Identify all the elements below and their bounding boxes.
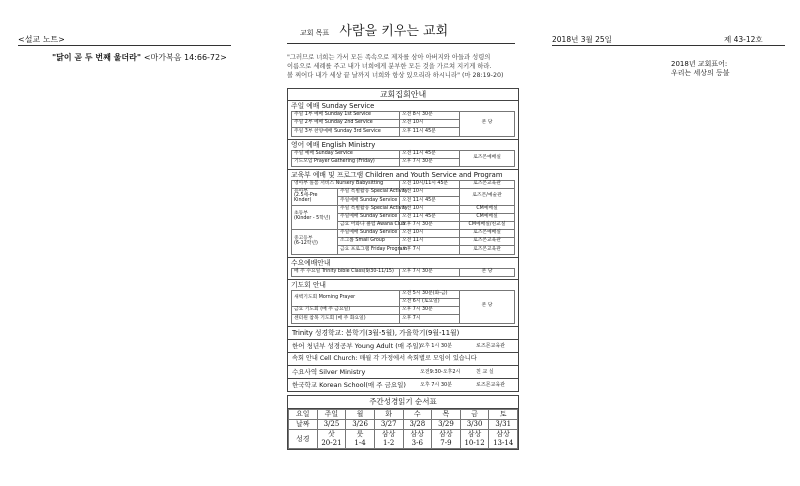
silver-ministry-label: 수요사역 Silver Ministry [292, 367, 366, 376]
program-name: 금요 프로그램 Friday Program [338, 246, 400, 254]
sunday-table [291, 111, 515, 137]
education-table [291, 180, 515, 255]
service-guide [287, 88, 519, 392]
table-row [289, 420, 518, 430]
vision-text: 우리는 세상의 등불 [671, 69, 730, 77]
program-place: CM예배실/친교실 [460, 221, 515, 229]
divider [287, 43, 515, 44]
table-cell: 요일 [289, 410, 318, 420]
church-vision [671, 60, 730, 78]
service-place: 로즈몬예배실 [460, 150, 515, 166]
table-row [292, 205, 515, 213]
program-time: 오전 11시 45분 [400, 197, 460, 205]
issue-number: 제 43-12호 [724, 35, 763, 44]
silver-ministry-place: 친 교 실 [476, 368, 494, 375]
young-adult-row [288, 340, 518, 353]
program-place: CM예배실 [460, 213, 515, 221]
table-cell: 3/29 [432, 420, 461, 430]
table-cell: 삼상 7-9 [432, 430, 461, 449]
table-cell: 성경 [289, 430, 318, 449]
young-adult-time: 오후 1시 30분 [420, 342, 453, 349]
wednesday-section [288, 258, 518, 280]
program-place: 로즈몬교육관 [460, 246, 515, 254]
age-group: 초등부 (Kinder - 5학년) [292, 205, 338, 230]
service-name: 주일 3부 찬양예배 Sunday 3rd Service [292, 128, 400, 136]
bible-reading-title: 주간성경읽기 순서표 [288, 396, 518, 409]
table-row [292, 189, 515, 197]
sermon-title-text: "닭이 곧 두 번째 울더라" [52, 53, 142, 62]
table-cell: 3/27 [374, 420, 403, 430]
table-row [289, 410, 518, 420]
sunday-service-section [288, 101, 518, 140]
church-motto [300, 25, 448, 38]
scripture-verse [287, 53, 517, 80]
prayer-heading: 기도회 안내 [291, 280, 326, 289]
sermon-reference: <마가복음 14:66-72> [143, 53, 227, 62]
program-place: 로즈몬예배실 [460, 230, 515, 238]
vision-label: 2018년 교회표어: [671, 60, 728, 68]
english-ministry-section [288, 140, 518, 170]
table-cell: 월 [346, 410, 375, 420]
prayer-table [291, 290, 515, 324]
service-place: 본 당 [460, 112, 515, 137]
korean-school-row [288, 379, 518, 391]
table-cell: 3/31 [489, 420, 518, 430]
korean-school-place: 로즈몬교육관 [476, 381, 505, 388]
divider [18, 45, 231, 46]
motto-label: 교회 목표 [300, 29, 330, 37]
service-guide-title: 교회집회안내 [288, 89, 518, 101]
service-time: 오전 5시 30분(화-금) [400, 290, 460, 298]
verse-line: 이름으로 세례를 주고 내가 너희에게 분부한 모든 것을 가르쳐 지키게 하라. [287, 63, 492, 70]
service-name: 주일 예배 Sunday Service [292, 150, 400, 158]
silver-ministry-time: 오전9:30-오후2시 [420, 368, 461, 375]
service-name: 주일 1부 예배 Sunday 1st Service [292, 112, 400, 120]
sermon-title [52, 54, 227, 62]
service-time: 오전 8시 30분 [400, 112, 460, 120]
sunday-heading: 주일 예배 Sunday Service [291, 102, 375, 110]
service-time: 오후 7시 30분 [400, 307, 460, 315]
program-place: 로즈몬교육관 [460, 180, 515, 188]
service-name: 센터원 참목 기도회 (매 주 화요일) [292, 315, 400, 323]
table-cell: 삼상 1-2 [374, 430, 403, 449]
program-name: 주일 특별활동 Special Activity [338, 189, 400, 197]
divider [552, 45, 785, 46]
program-name: 영아부 돌봄 서비스 Nursery Babysitting [292, 180, 400, 188]
table-cell: 3/28 [403, 420, 432, 430]
verse-line: 볼 찌어다 내가 세상 끝 날까지 너희와 항상 있으리라 하시니라" (마 28:19-20) [287, 72, 504, 79]
table-cell: 수 [403, 410, 432, 420]
korean-school-time: 오후 7시 30분 [420, 381, 453, 388]
service-place: 본 당 [460, 290, 515, 323]
age-group: 유아부 (2.5세-Pre Kinder) [292, 189, 338, 205]
table-cell: 삼상 3-6 [403, 430, 432, 449]
service-time: 오후 7시 [400, 315, 460, 323]
education-heading: 교육부 예배 및 프로그램 Children and Youth Service and Program [291, 170, 503, 179]
young-adult-place: 로즈몬교육관 [476, 342, 505, 349]
program-time: 오전 10시 [400, 189, 460, 197]
table-cell: 목 [432, 410, 461, 420]
service-time: 오전 10시 [400, 120, 460, 128]
wednesday-heading: 수요예배안내 [291, 258, 331, 267]
sermon-note-label: <설교 노트> [18, 35, 65, 44]
english-table [291, 150, 515, 167]
table-row [292, 268, 515, 276]
program-name: 주일예배 Sunday Service [338, 213, 400, 221]
service-time: 오후 7시 30분 [400, 268, 460, 276]
table-cell: 3/25 [317, 420, 346, 430]
table-row [292, 180, 515, 188]
table-cell: 금 [460, 410, 489, 420]
wednesday-table [291, 268, 515, 277]
program-name: 소그룹 Small Group [338, 238, 400, 246]
program-place: CM예배실 [460, 205, 515, 213]
table-cell: 주일 [317, 410, 346, 420]
table-row [292, 112, 515, 120]
table-cell: 삼상 13-14 [489, 430, 518, 449]
table-cell: 삼상 10-12 [460, 430, 489, 449]
service-time: 오후 11시 45분 [400, 128, 460, 136]
korean-school-label: 한국학교 Korean School(매 주 금요일) [292, 380, 406, 389]
prayer-section [288, 280, 518, 327]
table-row [289, 430, 518, 449]
program-time: 오전 11시 [400, 238, 460, 246]
program-place: 로즈몬/예술관 [460, 189, 515, 205]
table-cell: 3/26 [346, 420, 375, 430]
service-name: 주일 2부 예배 Sunday 2nd Service [292, 120, 400, 128]
service-time: 오전 11시 45분 [400, 150, 460, 158]
program-name: 금요 어와나 클럽 Awana Club [338, 221, 400, 229]
education-section [288, 170, 518, 258]
service-name: 금요 기도회 (매 주 금요일) [292, 307, 400, 315]
table-cell: 날짜 [289, 420, 318, 430]
table-row [292, 290, 515, 298]
program-time: 오전 10시 [400, 230, 460, 238]
program-time: 오후 7시 [400, 246, 460, 254]
table-cell: 화 [374, 410, 403, 420]
table-cell: 삿 20-21 [317, 430, 346, 449]
bulletin-date: 2018년 3월 25일 [552, 35, 612, 44]
program-time: 오전 10시 [400, 205, 460, 213]
service-time: 오전 6시 (토요일) [400, 299, 460, 307]
young-adult-label: 한어 청년부 성경공부 Young Adult (매 주일) [292, 341, 422, 350]
silver-ministry-row [288, 366, 518, 379]
bible-reading-schedule [287, 395, 519, 450]
program-place: 로즈몬교육관 [460, 238, 515, 246]
bible-reading-table [288, 409, 518, 449]
trinity-school: Trinity 성경학교: 봄학기(3월-5월), 가을학기(9월-11월) [288, 327, 518, 340]
service-name: 매 주 수요일 Trinity bible Class(9/30-11/15) [292, 268, 400, 276]
service-name: 기도모임 Prayer Gathering (Friday) [292, 158, 400, 166]
cell-church: 속회 안내 Cell Church: 매월 각 가정에서 속회별로 모임이 있습니다 [288, 353, 518, 366]
program-name: 주일예배 Sunday Service [338, 230, 400, 238]
service-place: 본 당 [460, 268, 515, 276]
service-name: 새벽기도회 Morning Prayer [292, 290, 400, 306]
table-cell: 3/30 [460, 420, 489, 430]
program-time: 오후 7시 30분 [400, 221, 460, 229]
program-name: 주일예배 Sunday Service [338, 197, 400, 205]
program-name: 주일 특별활동 Special Activity [338, 205, 400, 213]
table-cell: 룻 1-4 [346, 430, 375, 449]
table-row [292, 230, 515, 238]
verse-line: "그러므로 너희는 가서 모든 족속으로 제자를 삼아 아버지와 아들과 성령의 [287, 54, 491, 61]
age-group: 중고등부 (6-12학년) [292, 230, 338, 255]
program-time: 오전 10시/11시 45분 [400, 180, 460, 188]
table-cell: 토 [489, 410, 518, 420]
service-time: 오후 7시 30분 [400, 158, 460, 166]
program-time: 오전 11시 45분 [400, 213, 460, 221]
english-heading: 영어 예배 English Ministry [291, 140, 376, 149]
table-row [292, 150, 515, 158]
motto-text: 사람을 키우는 교회 [339, 24, 449, 39]
